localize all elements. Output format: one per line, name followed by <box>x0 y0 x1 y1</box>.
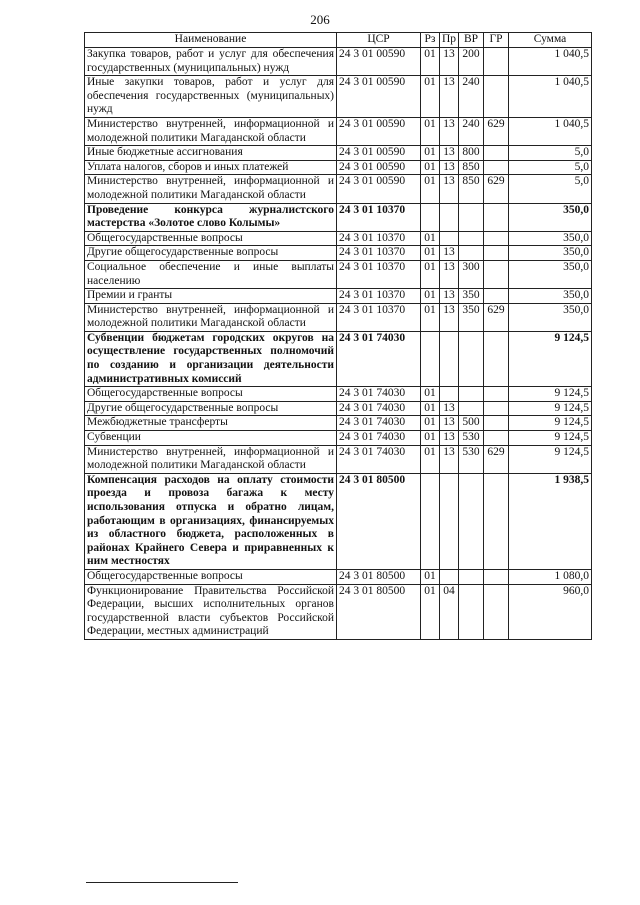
cell-csr: 24 3 01 74030 <box>337 431 421 446</box>
cell-rz: 01 <box>421 431 440 446</box>
header-csr: ЦСР <box>337 33 421 48</box>
cell-sum: 5,0 <box>509 146 592 161</box>
table-row <box>85 387 592 402</box>
cell-csr: 24 3 01 10370 <box>337 260 421 288</box>
footnote-rule <box>86 882 238 883</box>
table-header-row <box>85 33 592 48</box>
cell-rz: 01 <box>421 584 440 639</box>
cell-pr: 13 <box>440 48 459 76</box>
cell-csr: 24 3 01 10370 <box>337 246 421 261</box>
page-number: 206 <box>310 12 330 27</box>
cell-vr: 240 <box>459 117 484 145</box>
cell-pr <box>440 387 459 402</box>
cell-rz: 01 <box>421 387 440 402</box>
cell-name: Уплата налогов, сборов и иных платежей <box>85 160 337 175</box>
cell-name: Социальное обеспечение и иные выплаты населению <box>85 260 337 288</box>
cell-csr: 24 3 01 10370 <box>337 203 421 231</box>
cell-csr: 24 3 01 74030 <box>337 331 421 386</box>
cell-gr: 629 <box>484 117 509 145</box>
cell-pr: 13 <box>440 175 459 203</box>
cell-sum: 9 124,5 <box>509 416 592 431</box>
cell-gr: 629 <box>484 175 509 203</box>
cell-csr: 24 3 01 00590 <box>337 76 421 118</box>
cell-name: Премии и гранты <box>85 289 337 304</box>
cell-vr: 530 <box>459 431 484 446</box>
header-vr: ВР <box>459 33 484 48</box>
cell-sum: 350,0 <box>509 231 592 246</box>
table-row <box>85 303 592 331</box>
cell-name: Общегосударственные вопросы <box>85 387 337 402</box>
header-gr: ГР <box>484 33 509 48</box>
cell-vr <box>459 203 484 231</box>
cell-rz: 01 <box>421 117 440 145</box>
cell-vr: 240 <box>459 76 484 118</box>
cell-csr: 24 3 01 00590 <box>337 117 421 145</box>
cell-csr: 24 3 01 10370 <box>337 303 421 331</box>
cell-pr <box>440 203 459 231</box>
table-row <box>85 203 592 231</box>
cell-name: Закупка товаров, работ и услуг для обеспечения государственных (муниципальных) нужд <box>85 48 337 76</box>
budget-table <box>84 32 592 640</box>
table-row <box>85 231 592 246</box>
table-row <box>85 260 592 288</box>
cell-pr: 13 <box>440 303 459 331</box>
cell-vr: 530 <box>459 445 484 473</box>
cell-csr: 24 3 01 10370 <box>337 289 421 304</box>
cell-gr <box>484 289 509 304</box>
cell-vr <box>459 584 484 639</box>
cell-rz: 01 <box>421 569 440 584</box>
cell-rz <box>421 473 440 569</box>
cell-name: Субвенции <box>85 431 337 446</box>
cell-rz: 01 <box>421 303 440 331</box>
cell-gr <box>484 260 509 288</box>
header-pr: Пр <box>440 33 459 48</box>
header-name: Наименование <box>85 33 337 48</box>
cell-name: Компенсация расходов на оплату стоимости проезда и провоза багажа к месту использования отпуска и обратно лицам, работающим в организациях, финансируемых из областного бюджета, расположенных в районах Крайнего Севера и приравненных к ним местностях <box>85 473 337 569</box>
table-row <box>85 146 592 161</box>
cell-gr <box>484 416 509 431</box>
cell-rz: 01 <box>421 231 440 246</box>
cell-pr: 13 <box>440 416 459 431</box>
cell-vr: 850 <box>459 175 484 203</box>
cell-csr: 24 3 01 10370 <box>337 231 421 246</box>
cell-sum: 9 124,5 <box>509 387 592 402</box>
cell-pr: 13 <box>440 260 459 288</box>
cell-pr: 04 <box>440 584 459 639</box>
table-row <box>85 445 592 473</box>
cell-rz: 01 <box>421 260 440 288</box>
cell-sum: 350,0 <box>509 289 592 304</box>
cell-csr: 24 3 01 74030 <box>337 401 421 416</box>
cell-gr <box>484 473 509 569</box>
cell-gr <box>484 569 509 584</box>
cell-csr: 24 3 01 80500 <box>337 584 421 639</box>
table-row <box>85 175 592 203</box>
table-row <box>85 76 592 118</box>
cell-vr <box>459 387 484 402</box>
cell-pr: 13 <box>440 117 459 145</box>
cell-sum: 350,0 <box>509 303 592 331</box>
cell-rz: 01 <box>421 445 440 473</box>
cell-csr: 24 3 01 80500 <box>337 473 421 569</box>
table-row <box>85 160 592 175</box>
cell-vr <box>459 473 484 569</box>
cell-gr <box>484 76 509 118</box>
cell-gr <box>484 160 509 175</box>
cell-sum: 350,0 <box>509 246 592 261</box>
cell-gr: 629 <box>484 445 509 473</box>
cell-vr <box>459 569 484 584</box>
cell-gr <box>484 48 509 76</box>
cell-pr: 13 <box>440 401 459 416</box>
cell-pr: 13 <box>440 445 459 473</box>
table-row <box>85 416 592 431</box>
cell-gr <box>484 401 509 416</box>
cell-rz <box>421 203 440 231</box>
cell-sum: 9 124,5 <box>509 431 592 446</box>
table-row <box>85 401 592 416</box>
cell-name: Иные бюджетные ассигнования <box>85 146 337 161</box>
cell-pr: 13 <box>440 160 459 175</box>
cell-rz: 01 <box>421 416 440 431</box>
cell-name: Субвенции бюджетам городских округов на осуществление государственных полномочий по созданию и организации деятельности административных комиссий <box>85 331 337 386</box>
table-row <box>85 331 592 386</box>
cell-csr: 24 3 01 00590 <box>337 146 421 161</box>
cell-rz <box>421 331 440 386</box>
cell-csr: 24 3 01 74030 <box>337 387 421 402</box>
cell-sum: 9 124,5 <box>509 401 592 416</box>
cell-rz: 01 <box>421 175 440 203</box>
cell-pr: 13 <box>440 76 459 118</box>
cell-vr <box>459 231 484 246</box>
cell-sum: 1 938,5 <box>509 473 592 569</box>
cell-vr: 350 <box>459 289 484 304</box>
cell-gr <box>484 387 509 402</box>
cell-pr: 13 <box>440 289 459 304</box>
cell-pr: 13 <box>440 431 459 446</box>
cell-pr <box>440 331 459 386</box>
cell-gr <box>484 331 509 386</box>
cell-csr: 24 3 01 00590 <box>337 48 421 76</box>
cell-csr: 24 3 01 74030 <box>337 416 421 431</box>
table-row <box>85 117 592 145</box>
table-row <box>85 48 592 76</box>
cell-name: Проведение конкурса журналистского мастерства «Золотое слово Колымы» <box>85 203 337 231</box>
cell-rz: 01 <box>421 289 440 304</box>
cell-sum: 9 124,5 <box>509 445 592 473</box>
table-row <box>85 431 592 446</box>
cell-name: Общегосударственные вопросы <box>85 231 337 246</box>
cell-rz: 01 <box>421 401 440 416</box>
cell-rz: 01 <box>421 160 440 175</box>
cell-name: Министерство внутренней, информационной и молодежной политики Магаданской области <box>85 175 337 203</box>
cell-sum: 350,0 <box>509 260 592 288</box>
cell-rz: 01 <box>421 246 440 261</box>
cell-csr: 24 3 01 00590 <box>337 175 421 203</box>
cell-csr: 24 3 01 00590 <box>337 160 421 175</box>
cell-name: Функционирование Правительства Российской Федерации, высших исполнительных органов государственной власти субъектов Российской Федерации, местных администраций <box>85 584 337 639</box>
cell-sum: 1 040,5 <box>509 117 592 145</box>
cell-vr <box>459 401 484 416</box>
table-row <box>85 289 592 304</box>
table-row <box>85 569 592 584</box>
cell-gr <box>484 584 509 639</box>
cell-vr: 500 <box>459 416 484 431</box>
cell-sum: 1 040,5 <box>509 76 592 118</box>
cell-vr: 850 <box>459 160 484 175</box>
cell-sum: 9 124,5 <box>509 331 592 386</box>
cell-pr <box>440 473 459 569</box>
table-body <box>85 48 592 640</box>
cell-rz: 01 <box>421 146 440 161</box>
cell-vr: 350 <box>459 303 484 331</box>
cell-rz: 01 <box>421 76 440 118</box>
table-row <box>85 246 592 261</box>
cell-sum: 5,0 <box>509 160 592 175</box>
cell-pr: 13 <box>440 146 459 161</box>
cell-gr <box>484 231 509 246</box>
cell-sum: 5,0 <box>509 175 592 203</box>
cell-sum: 1 040,5 <box>509 48 592 76</box>
cell-gr <box>484 146 509 161</box>
cell-gr: 629 <box>484 303 509 331</box>
cell-vr: 200 <box>459 48 484 76</box>
cell-name: Министерство внутренней, информационной и молодежной политики Магаданской области <box>85 117 337 145</box>
cell-name: Министерство внутренней, информационной и молодежной политики Магаданской области <box>85 445 337 473</box>
cell-name: Межбюджетные трансферты <box>85 416 337 431</box>
cell-csr: 24 3 01 80500 <box>337 569 421 584</box>
cell-vr <box>459 246 484 261</box>
cell-sum: 1 080,0 <box>509 569 592 584</box>
cell-csr: 24 3 01 74030 <box>337 445 421 473</box>
table-row <box>85 473 592 569</box>
cell-vr: 800 <box>459 146 484 161</box>
cell-name: Иные закупки товаров, работ и услуг для обеспечения государственных (муниципальных) нужд <box>85 76 337 118</box>
cell-name: Другие общегосударственные вопросы <box>85 246 337 261</box>
cell-gr <box>484 203 509 231</box>
cell-name: Другие общегосударственные вопросы <box>85 401 337 416</box>
cell-vr: 300 <box>459 260 484 288</box>
cell-vr <box>459 331 484 386</box>
cell-pr: 13 <box>440 246 459 261</box>
cell-name: Общегосударственные вопросы <box>85 569 337 584</box>
cell-pr <box>440 569 459 584</box>
cell-pr <box>440 231 459 246</box>
header-sum: Сумма <box>509 33 592 48</box>
cell-sum: 350,0 <box>509 203 592 231</box>
cell-rz: 01 <box>421 48 440 76</box>
cell-name: Министерство внутренней, информационной и молодежной политики Магаданской области <box>85 303 337 331</box>
cell-gr <box>484 431 509 446</box>
cell-sum: 960,0 <box>509 584 592 639</box>
cell-gr <box>484 246 509 261</box>
table-row <box>85 584 592 639</box>
header-rz: Рз <box>421 33 440 48</box>
